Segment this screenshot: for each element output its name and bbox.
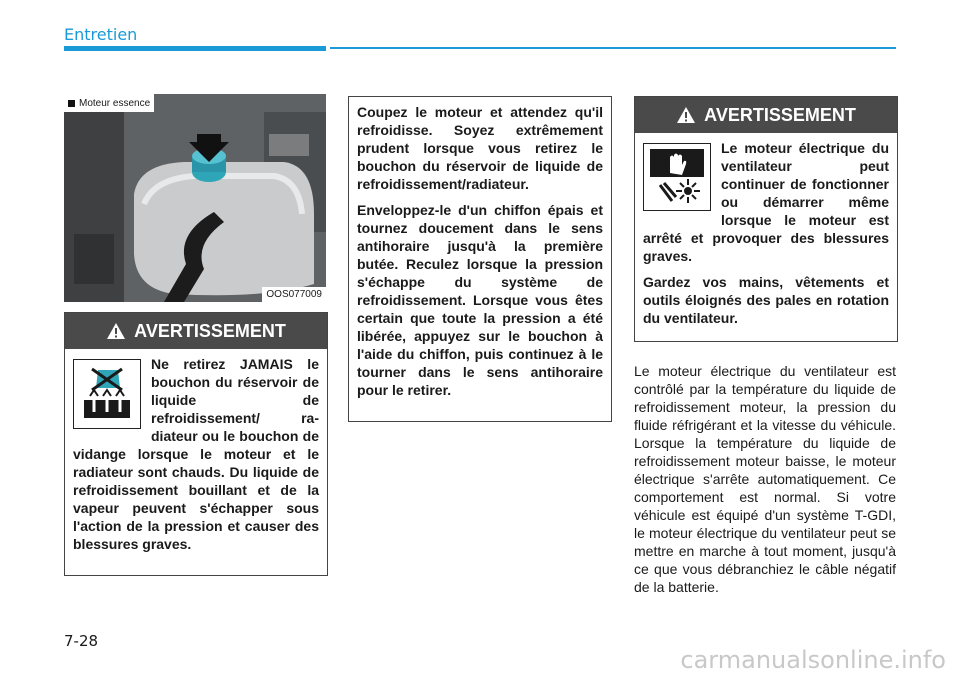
page-number: 7-28 [64, 632, 99, 650]
instruction-paragraph-1: Coupez le moteur et attendez qu'il refroidisse. Soyez extrêmement prudent lorsque vous retirez le bouchon du réservoir de liquide de refroidissement/radiateur. [357, 104, 603, 192]
warning-paragraph-1: Le moteur électrique du ventilateur peut continuer de fonctionner ou démarrer même lorsque le moteur est arrêté et provoquer des blessures graves. [643, 140, 889, 264]
fan-description: Le moteur électrique du ventilateur est contrôlé par la température du liquide de refroidissement moteur, la pression du fluide réfrigérant et la vitesse du véhicule. Lorsque la température du liquide de refroidissement moteur baisse, le moteur électrique s'arrête automatiquement. Ce comportement est normal. Si votre véhicule est équipé d'un système T-GDI, le moteur électrique du ventilateur peut se mettre en marche à tout moment, jusqu'à ce que vous débranchiez le câble négatif de la batterie. [634, 363, 896, 595]
warning-header [635, 97, 897, 133]
warning-body [65, 349, 327, 559]
watermark: carmanualsonline.info [680, 646, 946, 674]
warning-box-fan [634, 96, 898, 342]
warning-text: Ne retirez JAMAIS le bouchon du réservoir de liquide de refroidissement/ ra-diateur ou le bouchon de vidange lorsque le moteur et le radiateur sont chauds. Du liquide de refroidissement bouillant et de la vapeur peuvent s'échapper sous l'action de la pression et causer des blessures graves. [73, 356, 319, 552]
engine-photo [64, 94, 326, 302]
warning-triangle-icon [676, 106, 696, 124]
header-rule-thick [64, 46, 326, 51]
warning-header [65, 313, 327, 349]
header-rule-thin [330, 47, 896, 49]
fan-hand-icon [643, 143, 711, 211]
warning-triangle-icon [106, 322, 126, 340]
engine-illustration [64, 94, 326, 302]
warning-title: AVERTISSEMENT [134, 320, 286, 341]
warning-box-coolant [64, 312, 328, 576]
section-title: Entretien [64, 25, 138, 44]
bullet-square-icon [68, 100, 75, 107]
photo-code: OOS077009 [262, 287, 326, 302]
warning-body [635, 133, 897, 333]
warning-title: AVERTISSEMENT [704, 104, 856, 125]
photo-caption-text: Moteur essence [79, 97, 151, 109]
instruction-paragraph-2: Enveloppez-le d'un chiffon épais et tournez doucement dans le sens antihoraire jusqu'à la première butée. Reculez lorsque la pression s'échappe du système de refroidissement. Lorsque vous êtes certain que toute la pression a été libérée, appuyez sur le bouchon à l'aide du chiffon, puis continuez à le tourner dans le sens antihoraire pour le retirer. [357, 202, 603, 398]
coolant-cap-instructions [348, 96, 612, 422]
photo-caption [64, 94, 154, 112]
warning-paragraph-2: Gardez vos mains, vêtements et outils éloignés des pales en rotation du ventilateur. [643, 274, 889, 326]
hot-coolant-icon [73, 359, 141, 429]
